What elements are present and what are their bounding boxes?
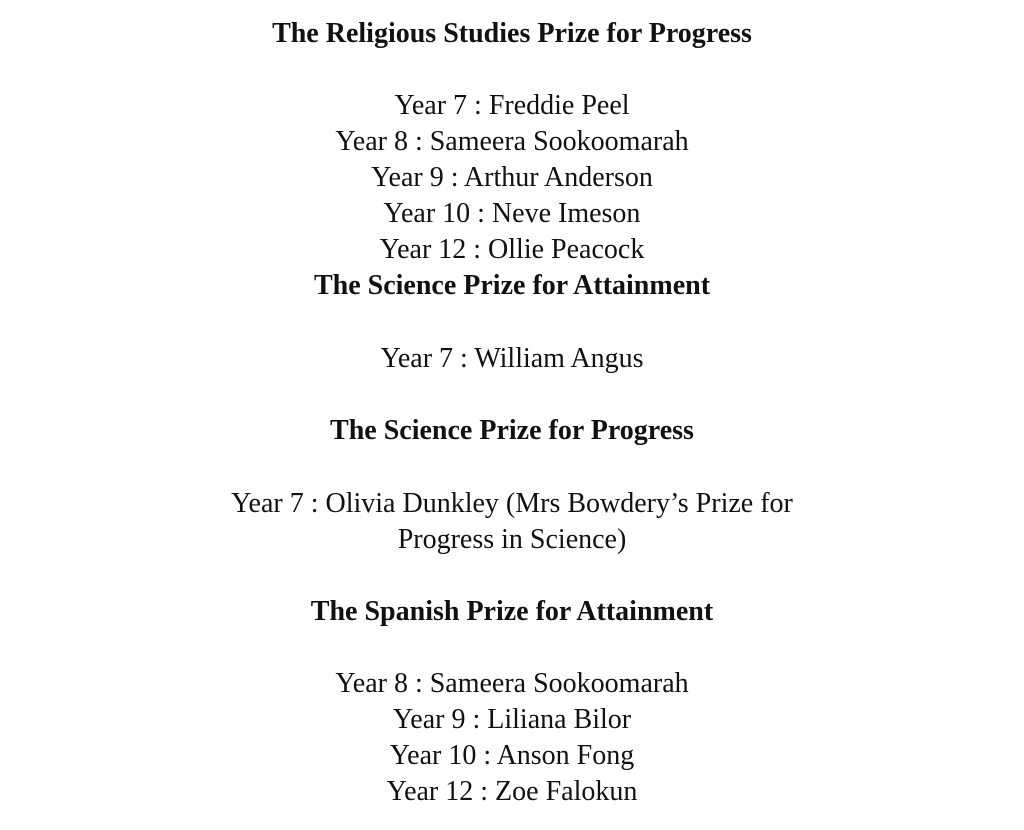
section-heading-science-progress: The Science Prize for Progress [330,415,694,446]
prize-entry: Year 10 : Neve Imeson [383,198,641,229]
section-heading-religious-studies-progress: The Religious Studies Prize for Progress [272,18,752,49]
section-heading-science-attainment: The Science Prize for Attainment [313,270,711,301]
prize-entry: Year 10 : Anson Fong [389,740,635,771]
prize-entry: Year 12 : Ollie Peacock [379,234,645,265]
prize-entry: Year 9 : Liliana Bilor [392,704,632,735]
section-heading-spanish-attainment: The Spanish Prize for Attainment [310,596,714,627]
prize-entry: Year 7 : William Angus [380,343,644,374]
prize-entry: Year 7 : Olivia Dunkley (Mrs Bowdery’s Prize for [231,488,793,519]
prize-entry: Year 9 : Arthur Anderson [371,162,653,193]
prize-entry: Year 12 : Zoe Falokun [386,776,638,807]
prize-entry-continued: Progress in Science) [397,524,627,555]
prize-entry: Year 7 : Freddie Peel [394,90,630,121]
prize-entry: Year 8 : Sameera Sookoomarah [335,668,689,699]
prize-entry: Year 8 : Sameera Sookoomarah [335,126,689,157]
